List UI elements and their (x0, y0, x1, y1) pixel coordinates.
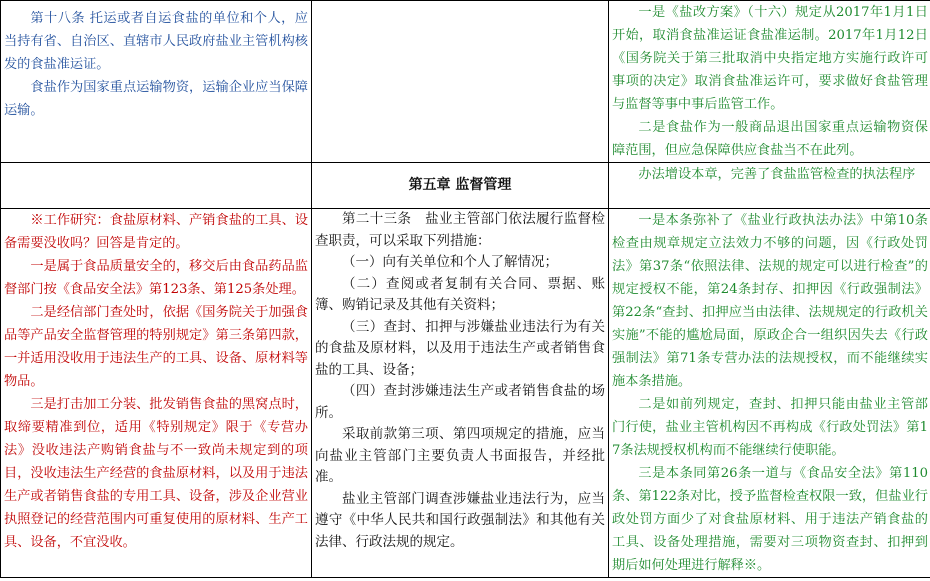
paragraph: （一）向有关单位和个人了解情况； (342, 254, 558, 270)
paragraph: 二是经信部门查处时，依据《国务院关于加强食品等产品安全监督管理的特别规定》第三条第四款，一并适用没收用于违法生产的工具、设备、原材料等物品。 (4, 305, 308, 389)
paragraph: （三）查封、扣押与涉嫌盐业违法行为有关的食盐及原材料，以及用于违法生产或者销售食盐的工具、设备； (315, 318, 605, 378)
row1-commentary-cell (609, 1, 930, 163)
paragraph: 三是本条同第26条一道与《食品安全法》第110条、第122条对比，授予监督检查权限一致，但盐业行政处罚方面少了对食盐原材料、用于违法产销食盐的工具、设备处理措施，需要对三项物资查封、扣押到期后如何处理进行解释※。 (612, 466, 928, 573)
row1-new-cell (312, 1, 609, 163)
paragraph: 第十八条 托运或者自运食盐的单位和个人，应当持有省、自治区、直辖市人民政府盐业主管机构核发的食盐准运证。 (4, 11, 308, 72)
row3-regulation-cell (312, 209, 609, 578)
paragraph: 第二十三条 盐业主管部门依法履行监督检查职责，可以采取下列措施： (315, 211, 605, 249)
paragraph: 办法增设本章，完善了食盐监管检查的执法程序 (638, 167, 916, 182)
paragraph: 一是《盐改方案》（十六）规定从2017年1月1日开始，取消食盐准运证食盐准运制。2017年1月12日《国务院关于第三批取消中央指定地方实施行政许可事项的决定》取消食盐准运许可，要求做好食盐管理与监督等事中事后监管工作。 (612, 5, 928, 112)
row1-original-cell (1, 1, 312, 163)
paragraph: 一是属于食品质量安全的，移交后由食品药品监督部门按《食品安全法》第123条、第125条处理。 (4, 259, 308, 297)
table-row (1, 1, 930, 163)
row2-commentary-cell (609, 163, 930, 209)
paragraph: 二是如前列规定，查封、扣押只能由盐业主管部门行使，盐业主管机构因不再构成《行政处罚法》第17条法规授权机构而不能继续行使职能。 (612, 397, 928, 458)
paragraph: ※工作研究：食盐原材料、产销食盐的工具、设备需要没收吗？回答是肯定的。 (4, 213, 308, 251)
paragraph: 三是打击加工分装、批发销售食盐的黑窝点时，取缔要精准到位，适用《特别规定》限于《专营办法》没收违法产购销食盐与不一致尚未规定到的项目，没收违法生产经营的食盐原材料，以及用于违法生产或者销售食盐的专用工具、设备，涉及企业营业执照登记的经营范围内可重复使用的原材料、生产工具、设备，不宜没收。 (4, 397, 308, 550)
table-row (1, 209, 930, 578)
row2-original-cell (1, 163, 312, 209)
paragraph: （二）查阅或者复制有关合同、票据、账簿、购销记录及其他有关资料； (315, 275, 605, 313)
paragraph: 盐业主管部门调查涉嫌盐业违法行为，应当遵守《中华人民共和国行政强制法》和其他有关法律、行政法规的规定。 (315, 490, 605, 550)
paragraph: 食盐作为国家重点运输物资，运输企业应当保障运输。 (4, 80, 308, 118)
table-row (1, 163, 930, 209)
paragraph: 二是食盐作为一般商品退出国家重点运输物资保障范围，但应急保障供应食盐当不在此列。 (612, 120, 928, 158)
paragraph: （四）查封涉嫌违法生产或者销售食盐的场所。 (315, 383, 605, 421)
chapter-heading: 第五章 监督管理 (312, 163, 609, 209)
paragraph: 采取前款第三项、第四项规定的措施，应当向盐业主管部门主要负责人书面报告，并经批准。 (315, 426, 605, 485)
paragraph: 一是本条弥补了《盐业行政执法办法》中第10条检查由规章规定立法效力不够的问题，因《行政处罚法》第37条“依照法律、法规的规定可以进行检查”的规定授权不能，第24条封存、扣押因《行政强制法》第22条“查封、扣押应当由法律、法规规定的行政机关实施”不能的尴尬局面，原政企合一组织因失去《行政强制法》第71条专营办法的法规授权，而不能继续实施本条措施。 (612, 213, 928, 389)
row3-commentary-cell (609, 209, 930, 578)
row3-research-cell (1, 209, 312, 578)
